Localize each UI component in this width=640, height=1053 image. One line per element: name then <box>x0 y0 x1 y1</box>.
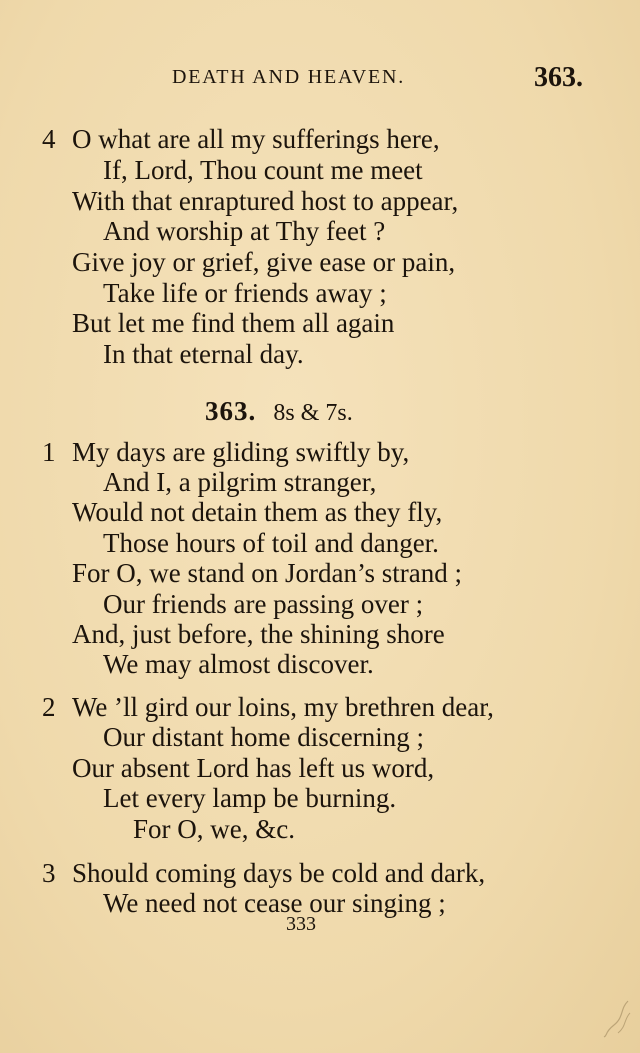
verse-number: 2 <box>42 692 56 722</box>
verse-line: In that eternal day. <box>103 339 304 369</box>
verse-line: Our distant home discerning ; <box>103 722 424 752</box>
page-corner-mark <box>602 999 632 1039</box>
verse-line: We may almost discover. <box>103 649 374 679</box>
verse-line: Give joy or grief, give ease or pain, <box>72 247 456 277</box>
verse-number: 1 <box>42 437 56 467</box>
verse-line: My days are gliding swiftly by, <box>72 437 410 467</box>
running-head-title: DEATH AND HEAVEN. <box>172 66 406 88</box>
verse-number: 3 <box>42 858 56 888</box>
verse-number: 4 <box>42 124 56 154</box>
verse-line: With that enraptured host to appear, <box>72 186 459 216</box>
verse-line: We need not cease our singing ; <box>103 888 446 918</box>
hymn-meter: 8s & 7s. <box>273 400 353 426</box>
verse-line: Those hours of toil and danger. <box>103 528 439 558</box>
verse-line: For O, we, &c. <box>133 814 295 844</box>
verse-line: And, just before, the shining shore <box>72 619 445 649</box>
running-head <box>0 62 640 96</box>
verse-line: And worship at Thy feet ? <box>103 216 386 246</box>
running-head-page-number: 363. <box>534 62 583 93</box>
verse-line: Our friends are passing over ; <box>103 589 424 619</box>
verse-line: Should coming days be cold and dark, <box>72 858 486 888</box>
hymn-heading <box>205 396 353 428</box>
verse-line: O what are all my sufferings here, <box>72 124 440 154</box>
verse-line: If, Lord, Thou count me meet <box>103 155 423 185</box>
verse-line: Our absent Lord has left us word, <box>72 753 435 783</box>
verse-line: We ’ll gird our loins, my brethren dear, <box>72 692 494 722</box>
verse-line: Let every lamp be burning. <box>103 783 397 813</box>
verse-line: For O, we stand on Jordan’s strand ; <box>72 558 462 588</box>
folio-number: 333 <box>286 913 316 935</box>
hymn-number: 363. <box>205 396 257 426</box>
verse-line: But let me find them all again <box>72 308 395 338</box>
verse-line: And I, a pilgrim stranger, <box>103 467 377 497</box>
verse-line: Take life or friends away ; <box>103 278 387 308</box>
verse-line: Would not detain them as they fly, <box>72 497 443 527</box>
